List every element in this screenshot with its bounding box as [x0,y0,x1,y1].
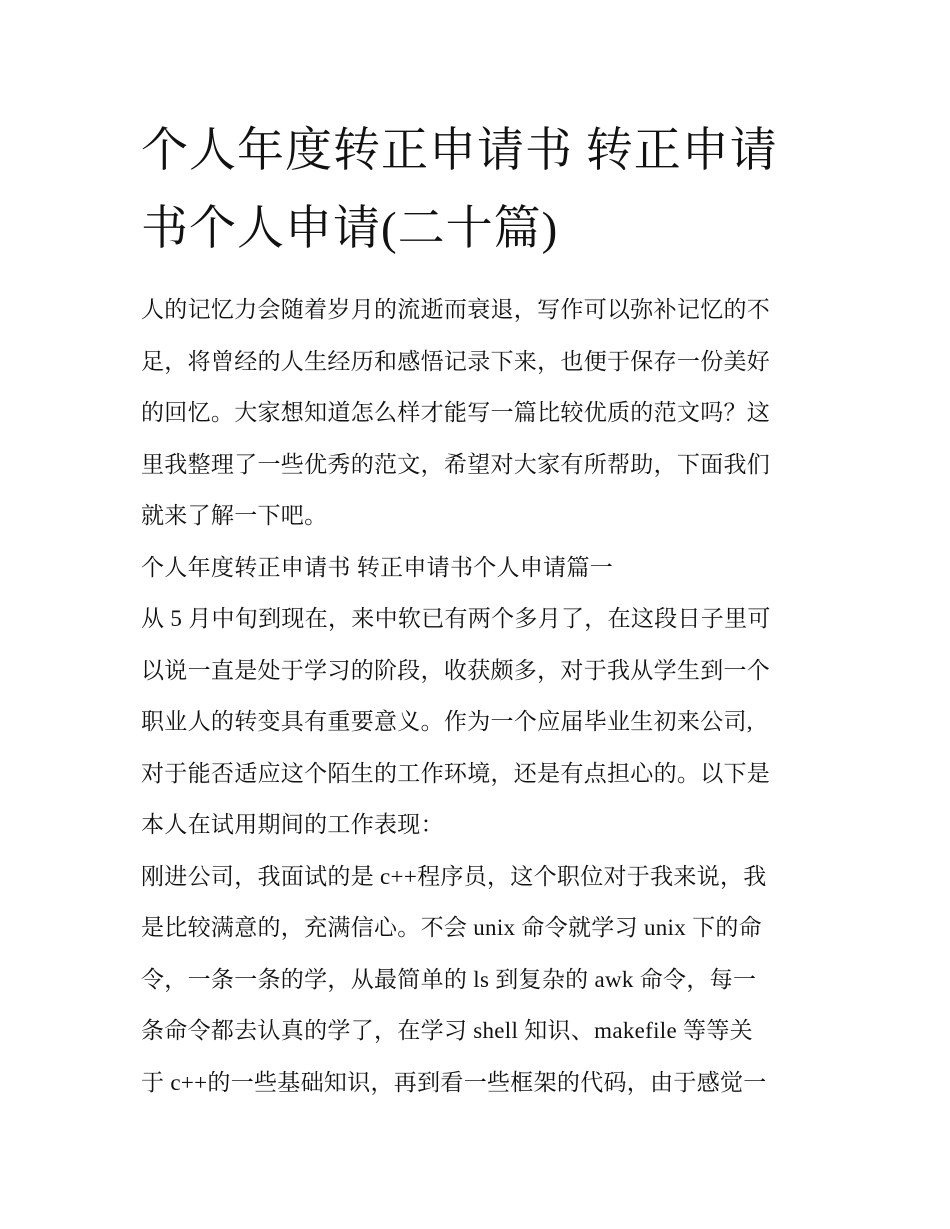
text-line: 个人年度转正申请书 转正申请书个人申请篇一 [141,554,614,580]
text-line: 以说一直是处于学习的阶段，收获颇多，对于我从学生到一个 [141,657,771,683]
document-body [141,284,821,1108]
body-paragraph [141,593,821,851]
text-line: 条命令都去认真的学了，在学习 shell 知识、makefile 等等关 [141,1018,753,1043]
text-line: 就来了解一下吧。 [141,503,328,528]
text-line: 是比较满意的，充满信心。不会 unix 命令就学习 unix 下的命 [141,915,762,940]
text-line: 人的记忆力会随着岁月的流逝而衰退，写作可以弥补记忆的不 [141,297,771,322]
title-line: 书个人申请(二十篇) [141,203,559,255]
document-content [141,112,821,1108]
text-line: 从 5 月中旬到现在，来中软已有两个多月了，在这段日子里可 [141,606,771,631]
text-line: 令，一条一条的学，从最简单的 ls 到复杂的 awk 命令，每一 [141,966,757,992]
intro-paragraph [141,284,821,542]
text-line: 足，将曾经的人生经历和感悟记录下来，也便于保存一份美好 [141,348,771,374]
text-line: 刚进公司，我面试的是 c++程序员，这个职位对于我来说，我 [141,863,767,889]
text-line: 于 c++的一些基础知识，再到看一些框架的代码，由于感觉一 [141,1069,767,1095]
text-line: 对于能否适应这个陌生的工作环境，还是有点担心的。以下是 [141,760,771,786]
text-line: 的回忆。大家想知道怎么样才能写一篇比较优质的范文吗？这 [141,400,771,425]
section-heading [141,542,821,594]
text-line: 职业人的转变具有重要意义。作为一个应届毕业生初来公司, [141,709,753,734]
document-title [141,112,821,268]
title-line: 个人年度转正申请书 转正申请 [141,125,778,177]
text-line: 本人在试用期间的工作表现： [141,812,444,837]
text-line: 里我整理了一些优秀的范文，希望对大家有所帮助，下面我们 [141,451,771,477]
body-paragraph [141,851,821,1109]
